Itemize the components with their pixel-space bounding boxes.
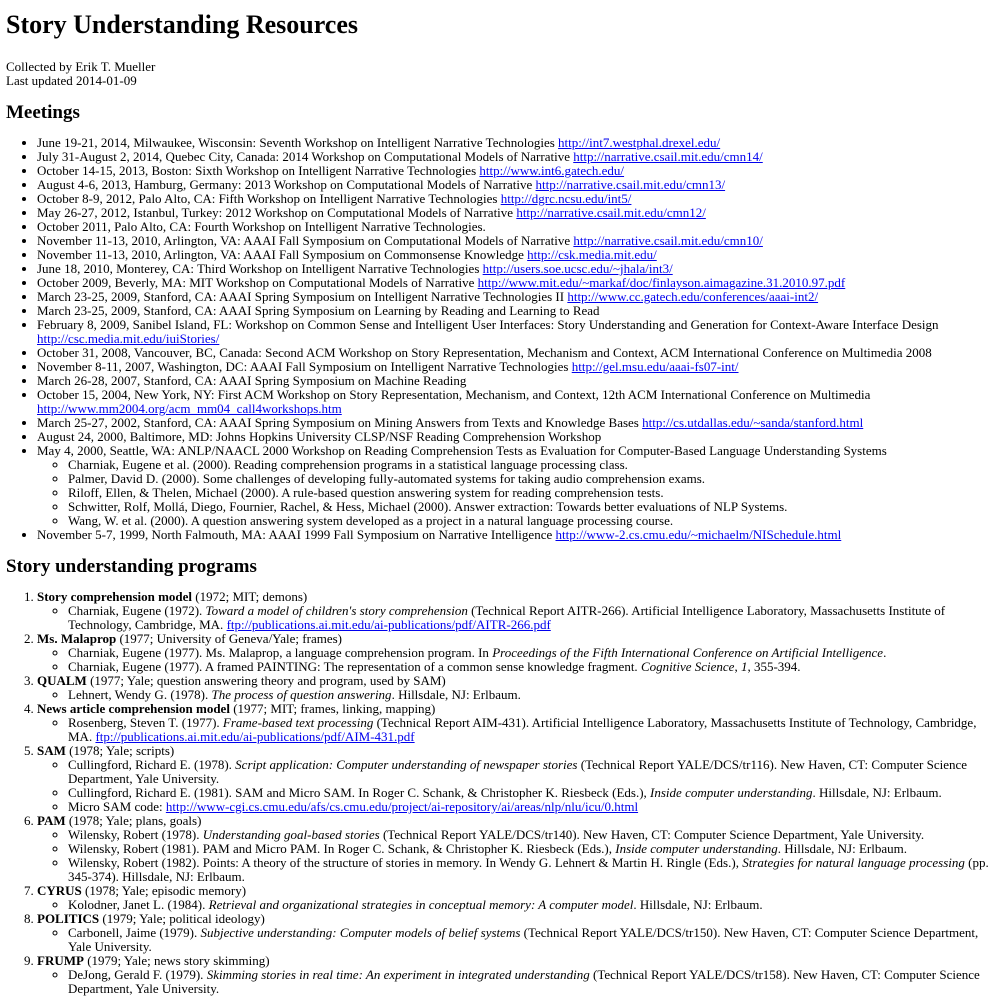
- program-meta: (1977; MIT; frames, linking, mapping): [229, 701, 436, 716]
- meeting-item: [37, 360, 992, 374]
- meeting-link[interactable]: http://narrative.csail.mit.edu/cmn13/: [535, 177, 726, 192]
- meeting-text: March 23-25, 2009, Stanford, CA: AAAI Spring Symposium on Intelligent Narrative Technologies II: [37, 289, 568, 304]
- program-item: [37, 590, 992, 632]
- meeting-text: August 24, 2000, Baltimore, MD: Johns Hopkins University CLSP/NSF Reading Comprehension Workshop: [37, 429, 602, 444]
- reference-text: (Technical Report YALE/DCS/tr140). New Haven, CT: Computer Science Department, Yale University.: [379, 827, 925, 842]
- program-reference-list: [37, 926, 992, 954]
- reference-title: Frame-based text processing: [222, 715, 374, 730]
- meeting-item: [37, 388, 992, 416]
- meeting-item: [37, 206, 992, 220]
- meeting-text: November 8-11, 2007, Washington, DC: AAAI Fall Symposium on Intelligent Narrative Technologies: [37, 359, 572, 374]
- reference-text: . Hillsdale, NJ: Erlbaum.: [812, 785, 942, 800]
- reference-title: Proceedings of the Fifth International Conference on Artificial Intelligence: [492, 645, 884, 660]
- program-item: [37, 814, 992, 884]
- program-reference-list: [37, 898, 992, 912]
- meeting-text: May 4, 2000, Seattle, WA: ANLP/NAACL 2000 Workshop on Reading Comprehension Tests as Evaluation for Computer-Based Language Understanding Systems: [37, 443, 887, 458]
- reference-text: Micro SAM code:: [68, 799, 166, 814]
- reference-text: Cullingford, Richard E. (1978).: [68, 757, 236, 772]
- meeting-text: October 2009, Beverly, MA: MIT Workshop on Computational Models of Narrative: [37, 275, 478, 290]
- reference-text: (Technical Report YALE/DCS/tr150). New Haven, CT: Computer Science Department, Yale University.: [68, 925, 979, 954]
- reference-title: The process of question answering: [211, 687, 392, 702]
- reference-text: DeJong, Gerald F. (1979).: [68, 967, 207, 982]
- meeting-text: October 31, 2008, Vancouver, BC, Canada: Second ACM Workshop on Story Representation, Mechanism and Context, ACM International Conference on Multimedia 2008: [37, 345, 932, 360]
- meeting-text: October 8-9, 2012, Palo Alto, CA: Fifth Workshop on Intelligent Narrative Technologies: [37, 191, 501, 206]
- program-name: SAM: [37, 743, 66, 758]
- reference-text: Rosenberg, Steven T. (1977).: [68, 715, 223, 730]
- meeting-text: March 26-28, 2007, Stanford, CA: AAAI Spring Symposium on Machine Reading: [37, 373, 467, 388]
- last-updated: Last updated 2014-01-09: [6, 73, 137, 88]
- reference-text: Charniak, Eugene (1977). A framed PAINTING: The representation of a common sense knowledge fragment.: [68, 659, 641, 674]
- program-name: POLITICS: [37, 911, 100, 926]
- meeting-link[interactable]: http://narrative.csail.mit.edu/cmn14/: [573, 149, 763, 164]
- program-item: [37, 912, 992, 954]
- meeting-text: March 23-25, 2009, Stanford, CA: AAAI Spring Symposium on Learning by Reading and Learning to Read: [37, 303, 600, 318]
- program-meta: (1972; MIT; demons): [192, 589, 308, 604]
- meeting-item: [37, 136, 992, 150]
- meeting-text: October 15, 2004, New York, NY: First ACM Workshop on Story Representation, Mechanism, and Context, 12th ACM International Conference on Multimedia: [37, 387, 871, 402]
- meeting-text: November 11-13, 2010, Arlington, VA: AAAI Fall Symposium on Commonsense Knowledge: [37, 247, 528, 262]
- program-name: News article comprehension model: [37, 701, 230, 716]
- reference-text: Wilensky, Robert (1981). PAM and Micro PAM. In Roger C. Schank, & Christopher K. Riesbeck (Eds.),: [68, 841, 616, 856]
- reference-text: Charniak, Eugene (1977). Ms. Malaprop, a language comprehension program. In: [68, 645, 493, 660]
- reference-text: Cullingford, Richard E. (1981). SAM and Micro SAM. In Roger C. Schank, & Christopher K. Riesbeck (Eds.),: [68, 785, 651, 800]
- meeting-link[interactable]: http://www.int6.gatech.edu/: [479, 163, 625, 178]
- program-reference-list: [37, 716, 992, 744]
- meeting-link[interactable]: http://dgrc.ncsu.edu/int5/: [500, 191, 632, 206]
- program-meta: (1977; Yale; question answering theory and program, used by SAM): [86, 673, 446, 688]
- meeting-item: [37, 220, 992, 234]
- meeting-text: March 25-27, 2002, Stanford, CA: AAAI Spring Symposium on Mining Answers from Texts and Knowledge Bases: [37, 415, 643, 430]
- meeting-link[interactable]: http://csc.media.mit.edu/iuiStories/: [37, 331, 220, 346]
- reference-text: (Technical Report YALE/DCS/tr116). New Haven, CT: Computer Science Department, Yale University.: [68, 757, 968, 786]
- reference: [68, 898, 992, 912]
- reference: [68, 660, 992, 674]
- reference: [68, 604, 992, 632]
- program-name: CYRUS: [37, 883, 82, 898]
- meeting-link[interactable]: http://gel.msu.edu/aaai-fs07-int/: [571, 359, 739, 374]
- reference: [68, 856, 992, 884]
- reference-text: Kolodner, Janet L. (1984).: [68, 897, 209, 912]
- meeting-text: October 2011, Palo Alto, CA: Fourth Workshop on Intelligent Narrative Technologies.: [37, 219, 486, 234]
- reference-link[interactable]: http://www-cgi.cs.cmu.edu/afs/cs.cmu.edu/project/ai-repository/ai/areas/nlp/nlu/icu/0.html: [165, 799, 639, 814]
- program-name: QUALM: [37, 673, 87, 688]
- meeting-link[interactable]: http://www.cc.gatech.edu/conferences/aaai-int2/: [567, 289, 819, 304]
- reference-text: Carbonell, Jaime (1979).: [68, 925, 201, 940]
- meeting-item: [37, 374, 992, 388]
- reference: [68, 646, 992, 660]
- meeting-text: June 19-21, 2014, Milwaukee, Wisconsin: Seventh Workshop on Intelligent Narrative Technologies: [37, 135, 559, 150]
- meeting-link[interactable]: http://cs.utdallas.edu/~sanda/stanford.html: [642, 415, 864, 430]
- program-item: [37, 954, 992, 996]
- program-name: FRUMP: [37, 953, 84, 968]
- reference-title: Strategies for natural language processing: [742, 855, 965, 870]
- collected-by: Collected by Erik T. Mueller: [6, 59, 156, 74]
- meeting-item: [37, 290, 992, 304]
- program-item: [37, 884, 992, 912]
- reference: [68, 800, 992, 814]
- meeting-item: [37, 528, 992, 542]
- meeting-item: [37, 262, 992, 276]
- reference-text: . Hillsdale, NJ: Erlbaum.: [633, 897, 763, 912]
- meetings-list: [6, 136, 992, 542]
- program-meta: (1979; Yale; news story skimming): [83, 953, 270, 968]
- meeting-link[interactable]: http://narrative.csail.mit.edu/cmn10/: [573, 233, 763, 248]
- meeting-text: August 4-6, 2013, Hamburg, Germany: 2013 Workshop on Computational Models of Narrative: [37, 177, 536, 192]
- reference-text: Charniak, Eugene (1972).: [68, 603, 206, 618]
- reference: [68, 842, 992, 856]
- meeting-link[interactable]: http://int7.westphal.drexel.edu/: [558, 135, 721, 150]
- reference: [68, 758, 992, 786]
- reference-text: (Technical Report YALE/DCS/tr158). New Haven, CT: Computer Science Department, Yale University.: [68, 967, 980, 996]
- program-meta: (1978; Yale; plans, goals): [65, 813, 202, 828]
- program-meta: (1979; Yale; political ideology): [99, 911, 265, 926]
- reference: [68, 926, 992, 954]
- meeting-item: [37, 178, 992, 192]
- reference-link[interactable]: ftp://publications.ai.mit.edu/ai-publications/pdf/AIM-431.pdf: [95, 729, 415, 744]
- meeting-item: [37, 318, 992, 346]
- meeting-paper-list: [37, 458, 992, 528]
- meeting-text: July 31-August 2, 2014, Quebec City, Canada: 2014 Workshop on Computational Models of Narrative: [37, 149, 574, 164]
- meeting-item: [37, 192, 992, 206]
- program-name: Ms. Malaprop: [37, 631, 117, 646]
- program-item: [37, 632, 992, 674]
- program-reference-list: [37, 688, 992, 702]
- program-reference-list: [37, 968, 992, 996]
- reference-title: Understanding goal-based stories: [202, 827, 380, 842]
- reference-text: ,: [734, 659, 741, 674]
- reference: [68, 968, 992, 996]
- reference-text: Lehnert, Wendy G. (1978).: [68, 687, 212, 702]
- reference: [68, 716, 992, 744]
- reference: [68, 688, 992, 702]
- meeting-link[interactable]: http://www.mm2004.org/acm_mm04_call4workshops.htm: [37, 401, 342, 416]
- program-name: PAM: [37, 813, 66, 828]
- reference-title: 1: [740, 659, 748, 674]
- reference-title: Toward a model of children's story comprehension: [205, 603, 468, 618]
- program-item: [37, 744, 992, 814]
- meeting-item: [37, 248, 992, 262]
- reference-text: . Hillsdale, NJ: Erlbaum.: [777, 841, 907, 856]
- reference-link[interactable]: ftp://publications.ai.mit.edu/ai-publications/pdf/AITR-266.pdf: [226, 617, 551, 632]
- reference-title: Inside computer understanding: [650, 785, 813, 800]
- reference-title: Inside computer understanding: [615, 841, 778, 856]
- reference-title: Skimming stories in real time: An experiment in integrated understanding: [206, 967, 590, 982]
- page-title: Story Understanding Resources: [6, 10, 358, 39]
- meeting-link[interactable]: http://www-2.cs.cmu.edu/~michaelm/NISchedule.html: [555, 527, 842, 542]
- reference-title: Script application: Computer understanding of newspaper stories: [235, 757, 578, 772]
- reference-title: Subjective understanding: Computer models of belief systems: [200, 925, 521, 940]
- meeting-text: October 14-15, 2013, Boston: Sixth Workshop on Intelligent Narrative Technologies: [37, 163, 480, 178]
- meeting-item: [37, 164, 992, 178]
- meetings-heading: Meetings: [6, 102, 80, 123]
- program-reference-list: [37, 828, 992, 884]
- reference-text: (Technical Report AIM-431). Artificial Intelligence Laboratory, Massachusetts Institute of Technology, Cambridge, MA.: [68, 715, 977, 744]
- meeting-link[interactable]: http://users.soe.ucsc.edu/~jhala/int3/: [482, 261, 673, 276]
- reference-title: Cognitive Science: [640, 659, 735, 674]
- meeting-link[interactable]: http://csk.media.mit.edu/: [527, 247, 657, 262]
- meeting-text: November 11-13, 2010, Arlington, VA: AAAI Fall Symposium on Computational Models of Narrative: [37, 233, 574, 248]
- program-reference-list: [37, 758, 992, 814]
- meeting-link[interactable]: http://narrative.csail.mit.edu/cmn12/: [516, 205, 706, 220]
- reference-text: (pp. 345-374). Hillsdale, NJ: Erlbaum.: [68, 855, 989, 884]
- reference: [68, 786, 992, 800]
- meeting-text: November 5-7, 1999, North Falmouth, MA: AAAI 1999 Fall Symposium on Narrative Intelligence: [37, 527, 556, 542]
- program-item: [37, 674, 992, 702]
- reference-text: Wilensky, Robert (1982). Points: A theory of the structure of stories in memory. In Wendy G. Lehnert & Martin H. Ringle (Eds.),: [68, 855, 743, 870]
- reference-title: Retrieval and organizational strategies in conceptual memory: A computer model: [208, 897, 634, 912]
- programs-heading: Story understanding programs: [6, 556, 257, 577]
- meeting-item: [37, 444, 992, 528]
- program-name: Story comprehension model: [37, 589, 193, 604]
- meeting-item: [37, 150, 992, 164]
- program-reference-list: [37, 646, 992, 674]
- reference-text: . Hillsdale, NJ: Erlbaum.: [391, 687, 521, 702]
- meeting-item: [37, 276, 992, 290]
- meeting-text: May 26-27, 2012, Istanbul, Turkey: 2012 Workshop on Computational Models of Narrative: [37, 205, 517, 220]
- meeting-item: [37, 234, 992, 248]
- reference-text: (Technical Report AITR-266). Artificial Intelligence Laboratory, Massachusetts Institute of Technology, Cambridge, MA.: [68, 603, 946, 632]
- byline: [6, 60, 992, 88]
- meeting-paper: ◦ Riloff, Ellen, & Thelen, Michael (2000). A rule-based question answering system for reading comprehension tests.: [68, 486, 992, 500]
- meeting-item: [37, 346, 992, 360]
- program-reference-list: [37, 604, 992, 632]
- programs-list: [6, 590, 992, 996]
- reference-text: , 355-394.: [747, 659, 801, 674]
- program-meta: (1977; University of Geneva/Yale; frames): [116, 631, 342, 646]
- meeting-paper: ◦ Wang, W. et al. (2000). A question answering system developed as a project in a natural language processing course.: [68, 514, 992, 528]
- meeting-paper: ◦ Palmer, David D. (2000). Some challenges of developing fully-automated systems for taking audio comprehension exams.: [68, 472, 992, 486]
- program-meta: (1978; Yale; scripts): [65, 743, 175, 758]
- reference-text: .: [883, 645, 887, 660]
- meeting-text: February 8, 2009, Sanibel Island, FL: Workshop on Common Sense and Intelligent User Interfaces: Story Understanding and Generation for Context-Aware Interface Design: [37, 317, 939, 332]
- meeting-paper: ◦ Schwitter, Rolf, Mollá, Diego, Fournier, Rachel, & Hess, Michael (2000). Answer extraction: Towards better evaluations of NLP Systems.: [68, 500, 992, 514]
- meeting-link[interactable]: http://www.mit.edu/~markaf/doc/finlayson.aimagazine.31.2010.97.pdf: [477, 275, 846, 290]
- reference-text: Wilensky, Robert (1978).: [68, 827, 203, 842]
- meeting-item: [37, 416, 992, 430]
- meeting-item: [37, 304, 992, 318]
- meeting-item: [37, 430, 992, 444]
- program-item: [37, 702, 992, 744]
- program-meta: (1978; Yale; episodic memory): [81, 883, 247, 898]
- meeting-text: June 18, 2010, Monterey, CA: Third Workshop on Intelligent Narrative Technologies: [37, 261, 483, 276]
- reference: [68, 828, 992, 842]
- meeting-paper: ◦ Charniak, Eugene et al. (2000). Reading comprehension programs in a statistical language processing class.: [68, 458, 992, 472]
